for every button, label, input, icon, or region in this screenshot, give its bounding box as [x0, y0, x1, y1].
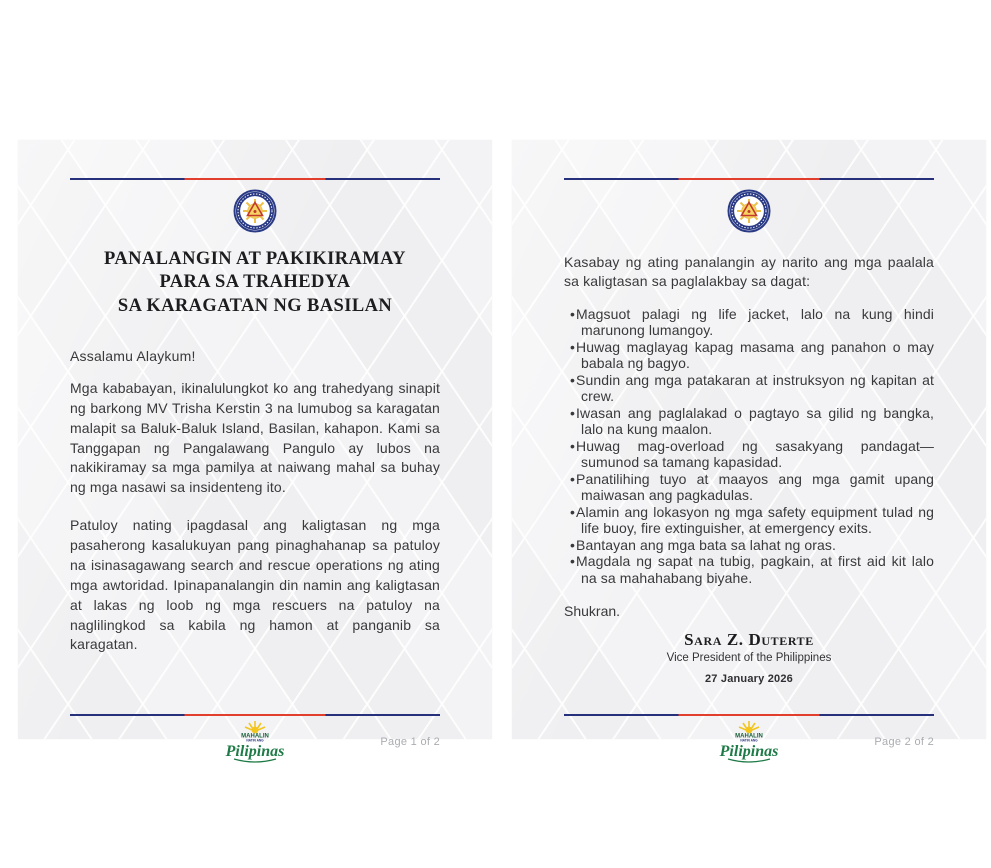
page-number-label: Page 2 of 2 [874, 736, 934, 748]
safety-intro-paragraph: Kasabay ng ating panalangin ay narito ang mga paalala sa kaligtasan sa paglalakbay sa dagat: [564, 254, 934, 290]
list-item: • Sundin ang mga patakaran at instruksyon ng kapitan at crew. [570, 372, 934, 405]
page-footer [70, 714, 440, 768]
signatory-name: Sara Z. Duterte [684, 630, 814, 650]
statement-page-2 [512, 140, 986, 760]
statement-date: 27 January 2026 [704, 673, 793, 686]
list-item: • Alamin ang lokasyon ng mga safety equipment tulad ng life buoy, fire extinguisher, at emergency exits. [570, 504, 934, 537]
svg-text:MAHALIN: MAHALIN [241, 733, 269, 740]
svg-text:NATIN ANG: NATIN ANG [740, 738, 758, 743]
list-item: • Huwag maglayag kapag masama ang panahon o may babala ng bagyo. [570, 339, 934, 372]
ovp-seal-icon [233, 189, 277, 233]
safety-reminders-list [564, 306, 934, 587]
list-item: • Panatilihing tuyo at maayos ang mga gamit upang maiwasan ang pagkadulas. [570, 471, 934, 504]
statement-page-1 [18, 140, 492, 760]
title-line-1: PANALANGIN AT PAKIKIRAMAY [104, 249, 406, 269]
svg-text:NATIN ANG: NATIN ANG [246, 738, 264, 743]
closing-text: Shukran. [564, 603, 621, 620]
header-rule [70, 178, 440, 180]
list-item: • Bantayan ang mga bata sa lahat ng oras. [570, 537, 934, 554]
statement-title [70, 248, 440, 318]
svg-text:MAHALIN: MAHALIN [735, 733, 763, 740]
signatory-title: Vice President of the Philippines [666, 652, 832, 665]
signature-block [564, 630, 934, 685]
title-line-3: SA KARAGATAN NG BASILAN [117, 295, 393, 316]
svg-text:Pilipinas: Pilipinas [719, 743, 779, 760]
list-item: • Iwasan ang paglalakad o pagtayo sa gilid ng bangka, lalo na kung maalon. [570, 405, 934, 438]
title-line-2: PARA SA TRAHEDYA [159, 272, 351, 293]
footer-rule [70, 714, 440, 716]
mahalin-pilipinas-logo-icon [716, 720, 782, 764]
footer-rule [564, 714, 934, 716]
page-footer [564, 714, 934, 768]
svg-text:Pilipinas: Pilipinas [225, 743, 285, 760]
body-paragraph-2: Patuloy nating ipagdasal ang kaligtasan ng mga pasaherong kasalukuyan pang pinaghahanap sa patuloy na isinasagawang search and rescue operations ng ating mga awtoridad. Ipinapanalangin din namin ang kaligtasan at lakas ng loob ng mga rescuers na patuloy na naglilingkod sa kabila ng hamon at panganib sa karagatan. [70, 517, 440, 653]
ovp-seal-icon [727, 189, 771, 233]
body-paragraph-1: Mga kababayan, ikinalulungkot ko ang trahedyang sinapit ng barkong MV Trisha Kerstin 3 na lumubog sa karagatan malapit sa Baluk-Baluk Island, Basilan, kahapon. Kami sa Tanggapan ng Pangalawang Pangulo ay lubos na nakikiramay sa mga pamilya at naiwang mahal sa buhay ng mga nasawi sa insidenteng ito. [70, 379, 440, 496]
header-rule [564, 178, 934, 180]
greeting-text: Assalamu Alaykum! [70, 347, 196, 364]
page-number-label: Page 1 of 2 [380, 736, 440, 748]
mahalin-pilipinas-logo-icon [222, 720, 288, 764]
list-item: • Magsuot palagi ng life jacket, lalo na kung hindi marunong lumangoy. [570, 306, 934, 339]
list-item: • Huwag mag-overload ng sasakyang pandagat—sumunod sa tamang kapasidad. [570, 438, 934, 471]
list-item: • Magdala ng sapat na tubig, pagkain, at first aid kit lalo na sa mahahabang biyahe. [570, 553, 934, 586]
